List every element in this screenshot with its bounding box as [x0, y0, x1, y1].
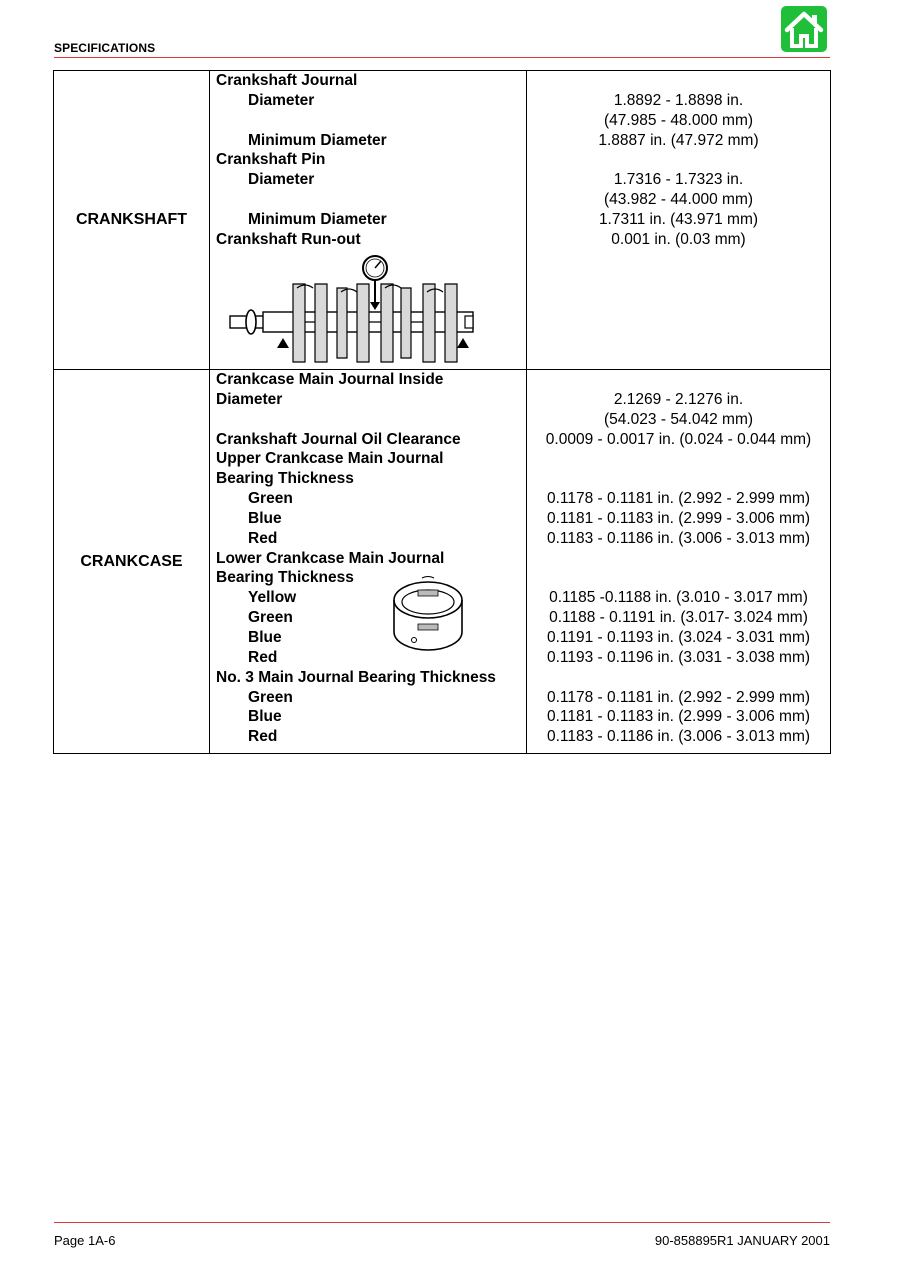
spec-label: Blue [248, 509, 282, 527]
table-row-crankcase [54, 370, 831, 754]
spec-label: Crankshaft Journal [216, 72, 358, 89]
spec-value [527, 549, 830, 569]
spec-value: 0.1188 - 0.1191 in. (3.017- 3.024 mm) [549, 609, 808, 627]
bearing-illustration [390, 576, 466, 656]
spec-value: 0.1181 - 0.1183 in. (2.999 - 3.006 mm) [546, 708, 811, 726]
spec-label [216, 410, 526, 430]
spec-label: Bearing Thickness [216, 569, 354, 587]
spec-label: No. 3 Main Journal Bearing Thickness [216, 668, 496, 686]
spec-label: Blue [248, 628, 282, 646]
spec-value: 0.1185 -0.1188 in. (3.010 - 3.017 mm) [549, 589, 808, 607]
spec-label: Lower Crankcase Main Journal [216, 549, 445, 567]
document-number: 90-858895R1 JANUARY 2001 [654, 1233, 830, 1248]
spec-value: (54.023 - 54.042 mm) [603, 410, 754, 428]
spec-value: 0.1183 - 0.1186 in. (3.006 - 3.013 mm) [546, 728, 811, 746]
crankshaft-runout-illustration [225, 252, 480, 372]
spec-value: 0.1191 - 0.1193 in. (3.024 - 3.031 mm) [546, 628, 811, 646]
spec-value: 1.8892 - 1.8898 in. [613, 91, 744, 109]
spec-value: 0.1193 - 0.1196 in. (3.031 - 3.038 mm) [546, 648, 811, 666]
spec-label: Crankshaft Pin [216, 151, 326, 169]
spec-label: Crankshaft Journal Oil Clearance [216, 430, 461, 448]
spec-value [527, 469, 830, 489]
spec-label: Green [248, 490, 293, 508]
spec-value [527, 449, 830, 469]
spec-value: 1.7311 in. (43.971 mm) [598, 210, 759, 228]
spec-value: 1.7316 - 1.7323 in. [613, 171, 744, 189]
spec-value [527, 568, 830, 588]
category-crankshaft: CRANKSHAFT [54, 71, 210, 370]
spec-label: Green [248, 609, 293, 627]
spec-value: 0.1183 - 0.1186 in. (3.006 - 3.013 mm) [546, 529, 811, 547]
spec-label: Crankcase Main Journal Inside [216, 371, 444, 388]
crankcase-values [527, 370, 831, 754]
spec-value [527, 150, 830, 170]
spec-label: Diameter [248, 91, 315, 109]
spec-value: 2.1269 - 2.1276 in. [613, 390, 744, 408]
crankcase-labels [210, 370, 527, 754]
section-title: SPECIFICATIONS [54, 41, 156, 55]
spec-value: 0.1178 - 0.1181 in. (2.992 - 2.999 mm) [546, 490, 811, 508]
footer-rule [54, 1222, 830, 1223]
spec-label [216, 111, 526, 131]
spec-value: 0.001 in. (0.03 mm) [611, 230, 746, 248]
spec-label: Blue [248, 708, 282, 726]
spec-label: Minimum Diameter [248, 210, 387, 228]
spec-label: Red [248, 648, 278, 666]
spec-value [527, 668, 830, 688]
spec-value: 1.8887 in. (47.972 mm) [598, 131, 759, 149]
home-button[interactable] [781, 6, 827, 52]
spec-label: Diameter [248, 171, 315, 189]
spec-label: Red [248, 529, 278, 547]
page-number: Page 1A-6 [54, 1233, 116, 1248]
spec-label: Upper Crankcase Main Journal [216, 450, 444, 468]
spec-value: (47.985 - 48.000 mm) [603, 111, 754, 129]
spec-label: Diameter [216, 390, 283, 408]
spec-label [216, 190, 526, 210]
spec-value: 0.1178 - 0.1181 in. (2.992 - 2.999 mm) [546, 688, 811, 706]
spec-value: (43.982 - 44.000 mm) [603, 191, 754, 209]
spec-value: 0.1181 - 0.1183 in. (2.999 - 3.006 mm) [546, 509, 811, 527]
spec-value [527, 370, 830, 390]
spec-label: Bearing Thickness [216, 470, 354, 488]
spec-label: Yellow [248, 589, 297, 607]
spec-value [527, 71, 830, 91]
spec-value: 0.0009 - 0.0017 in. (0.024 - 0.044 mm) [545, 430, 812, 448]
spec-label: Crankshaft Run-out [216, 230, 361, 248]
spec-label: Minimum Diameter [248, 131, 387, 149]
header-rule [54, 57, 830, 58]
category-crankcase: CRANKCASE [54, 370, 210, 754]
crankshaft-values [527, 71, 831, 370]
home-icon [781, 6, 827, 52]
spec-label: Red [248, 728, 278, 746]
spec-label: Green [248, 688, 293, 706]
